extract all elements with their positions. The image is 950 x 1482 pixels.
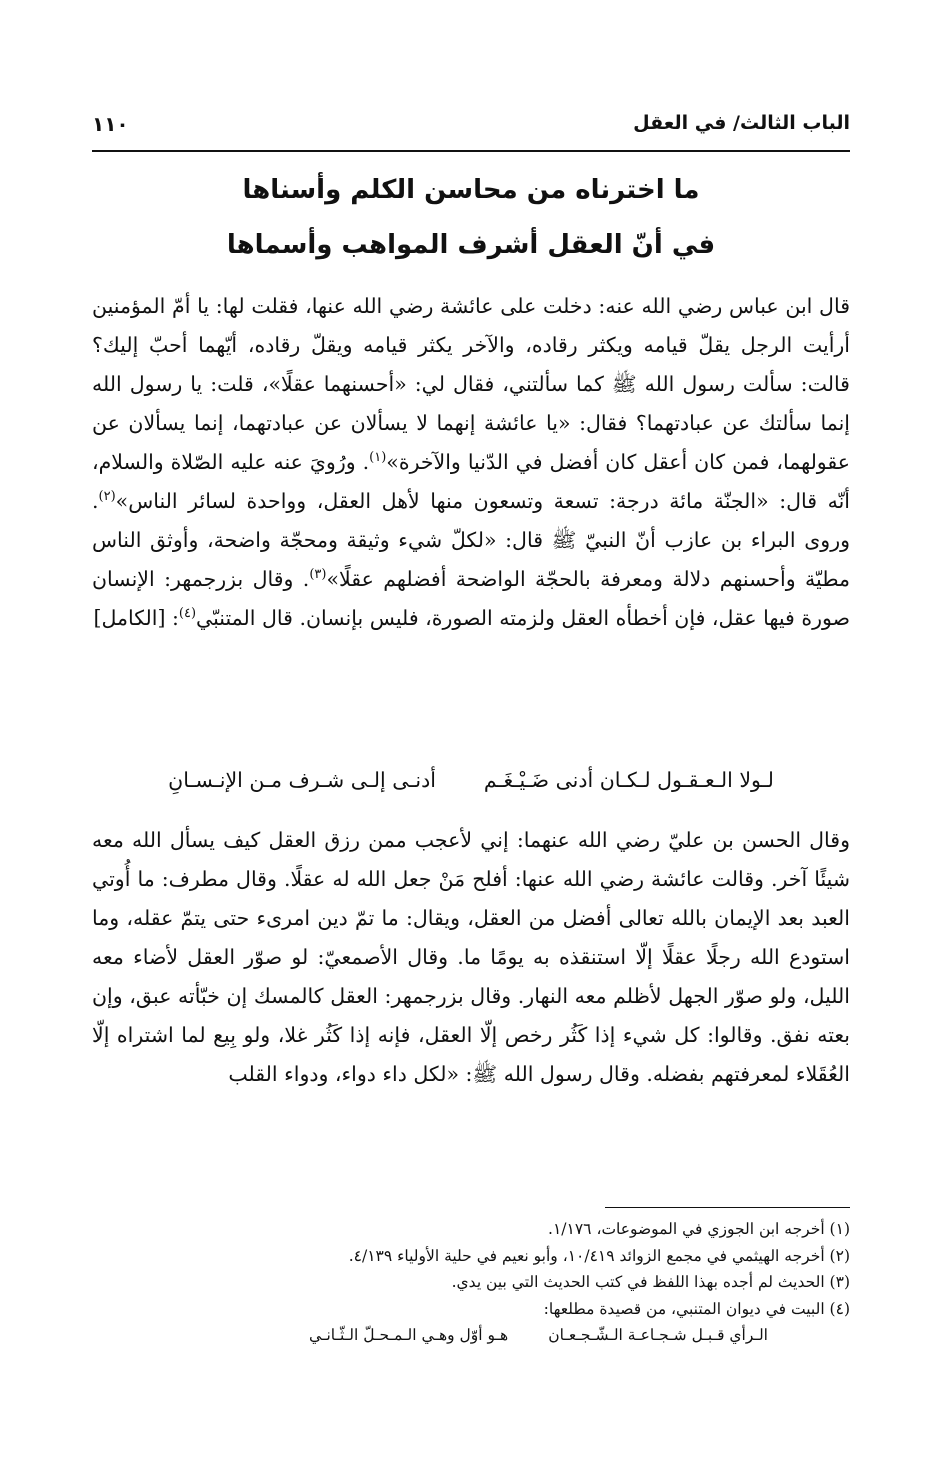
running-head [92,112,850,148]
footnote-verse-first-hemistich: الـرأي قـبـل شـجـاعـة الـشّـجـعـان [548,1326,768,1344]
footnote-ref-2[interactable]: (٢) [98,489,116,505]
paragraph-1-text-b: . ورُويَ عنه عليه الصّلاة والسلام، أنّه قال: «الجنّة مائة درجة: تسعة وتسعون منها لأهل العقل، وواحدة لسائر الناس» [92,450,850,513]
header-rule [92,150,850,152]
paragraph-1-text-c: . وروى البراء بن عازب أنّ النبيّ ﷺ قال: «لكلّ شيء وثيقة ومحجّة واضحة، وأوثق الناس مطيّة وأحسنهم دلالة ومعرفة بالحجّة الواضحة أفضلهم عقلًا» [92,489,850,591]
footnote-verse [92,1322,850,1349]
footnote-1: (١) أخرجه ابن الجوزي في الموضوعات، ١/١٧٦. [548,1220,850,1238]
footnote-verse-second-hemistich: هـو أوّل وهـي الـمـحـلّ الـثّـانـي [308,1326,509,1344]
poetry-verse [92,768,850,804]
footnote-ref-4[interactable]: (٤) [178,606,197,622]
paragraph-1-text-e: : [الكامل] [93,606,179,630]
footnote-2: (٢) أخرجه الهيثمي في مجمع الزوائد ١٠/٤١٩، وأبو نعيم في حلية الأولياء ٤/١٣٩. [348,1246,850,1265]
body-paragraph-1 [92,287,850,638]
footnote-ref-1[interactable]: (١) [369,450,387,466]
page-number: ١١٠ [92,112,129,136]
section-heading-line-1: ما اخترناه من محاسن الكلم وأسناها [242,175,700,205]
verse-second-hemistich: أدنـى إلـى شـرف مـن الإنـسـانِ [168,768,436,792]
section-heading-line-2: في أنّ العقل أشرف المواهب وأسماها [226,230,716,260]
verse-first-hemistich: لـولا الـعـقـول لـكـان أدنى ضَـيْـغَـم [483,768,774,792]
footnote-rule [605,1207,850,1208]
paragraph-1-text-a: قال ابن عباس رضي الله عنه: دخلت على عائشة رضي الله عنها، فقلت لها: يا أمّ المؤمنين أرأيت الرجل يقلّ قيامه ويكثر رقاده، والآخر يكثر قيامه ويقلّ رقاده، أيّهما أحبّ إليك؟ قالت: سألت رسول الله ﷺ كما سألتني، فقال لي: «أحسنهما عقلًا»، قلت: يا رسول الله إنما سألتك عن عبادتهما؟ فقال: «يا عائشة إنهما لا يسألان عن عبادتهما، إنما يسألان عن عقولهما، فمن كان أعقل كان أفضل في الدّنيا والآخرة» [92,294,851,474]
running-title: الباب الثالث/ في العقل [633,112,850,134]
footnote-ref-3[interactable]: (٣) [309,567,327,583]
footnote-3: (٣) الحديث لم أجده بهذا اللفظ في كتب الحديث التي بين يدي. [451,1273,850,1291]
paragraph-1-text-d: . وقال بزرجمهر: الإنسان صورة فيها عقل، فإن أخطأه العقل ولزمته الصورة، فليس بإنسان. قال المتنبّي [92,567,850,630]
footnote-4: (٤) البيت في ديوان المتنبي، من قصيدة مطلعها: [543,1299,850,1318]
body-paragraph-2: وقال الحسن بن عليّ رضي الله عنهما: إني لأعجب ممن رزق العقل كيف يسأل الله معه شيئًا آخر. وقالت عائشة رضي الله عنها: أفلح مَنْ جعل الله له عقلًا. وقال مطرف: ما أُوتي العبد بعد الإيمان بالله تعالى أفضل من العقل، ويقال: ما تمّ دين امرىء حتى يتمّ عقله، وما استودع الله رجلًا عقلًا إلّا استنقذه به يومًا ما. وقال الأصمعيّ: لو صوّر العقل لأضاء معه الليل، ولو صوّر الجهل لأظلم معه النهار. وقال بزرجمهر: العقل كالمسك إن خبّأته عبق، وإن بعته نفق. وقالوا: كل شيء إذا كَثُر رخص إلّا العقل، فإنه إذا كَثُر غلا، ولو بِيع لما اشتراه إلّا العُقَلاء لمعرفتهم بفضله. وقال رسول الله ﷺ: «لكل داء دواء، ودواء القلب [92,828,850,1086]
footnotes [92,1216,850,1349]
